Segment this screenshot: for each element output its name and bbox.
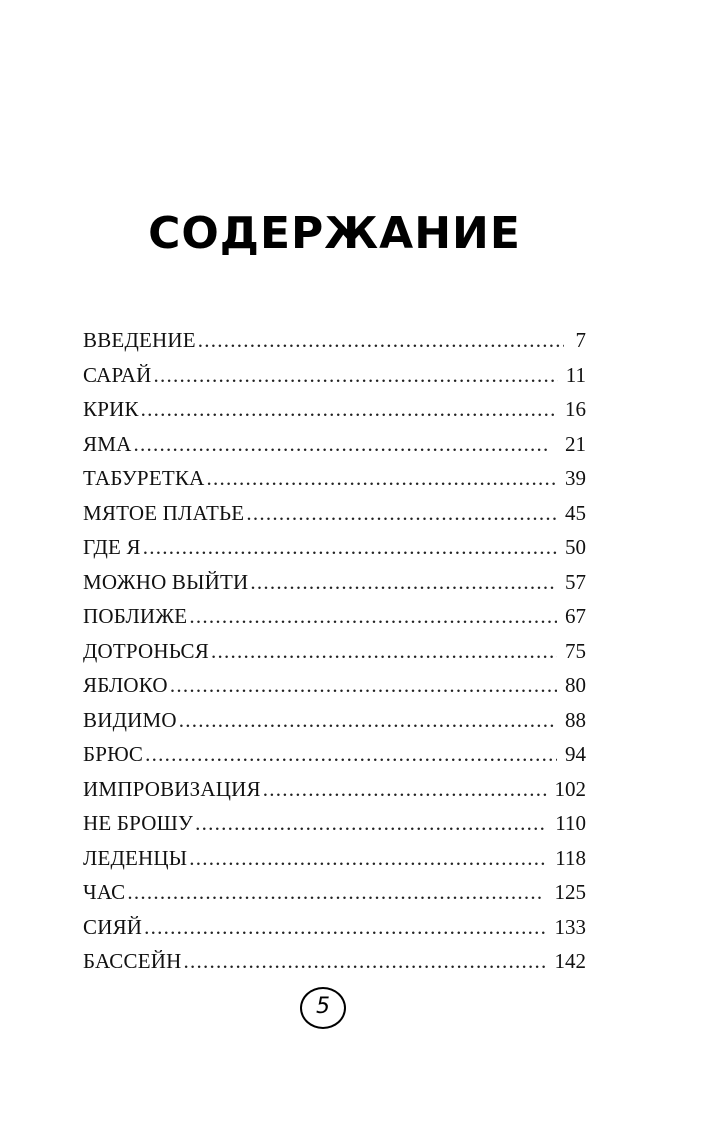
toc-entry[interactable] [83, 806, 586, 841]
toc-dot-leader [246, 496, 557, 531]
page-number-badge: 5 [300, 987, 346, 1029]
toc-entry-page: 75 [565, 638, 586, 663]
toc-entry[interactable] [83, 565, 586, 600]
toc-entry[interactable] [83, 668, 586, 703]
toc-entry-page: 21 [565, 431, 586, 456]
toc-entry-title: НЕ БРОШУ [83, 811, 194, 835]
toc-entry-title: МОЖНО ВЫЙТИ [83, 569, 249, 594]
page-title: СОДЕРЖАНИЕ [148, 208, 521, 259]
toc-entry[interactable] [83, 910, 586, 945]
toc-entry-page: 7 [575, 328, 586, 352]
toc-dot-leader [189, 841, 547, 876]
toc-dot-leader [183, 944, 546, 979]
toc-entry-title: ВВЕДЕНИЕ [83, 328, 196, 352]
toc-entry-title: БАССЕЙН [83, 949, 182, 973]
toc-entry-page: 67 [565, 604, 586, 628]
toc-entry-page: 50 [565, 535, 586, 559]
toc-dot-leader [206, 461, 557, 496]
toc-entry-title: ЧАС [83, 880, 126, 904]
toc-entry-title: МЯТОЕ ПЛАТЬЕ [83, 500, 245, 525]
toc-dot-leader [127, 875, 546, 910]
toc-dot-leader [198, 323, 564, 358]
toc-dot-leader [189, 599, 557, 634]
toc-dot-leader [144, 910, 546, 945]
toc-entry-page: 16 [565, 397, 586, 421]
toc-entry-page: 110 [555, 811, 586, 835]
toc-entry-page: 142 [554, 949, 586, 973]
toc-dot-leader [179, 703, 557, 738]
toc-entry[interactable] [83, 530, 586, 565]
toc-dot-leader [143, 530, 557, 565]
toc-entry-title: СИЯЙ [83, 914, 143, 939]
toc-entry-page: 94 [565, 742, 586, 766]
toc-entry[interactable] [83, 496, 586, 531]
toc-entry[interactable] [83, 358, 586, 393]
toc-entry[interactable] [83, 703, 586, 738]
toc-entry[interactable] [83, 634, 586, 669]
toc-entry-page: 102 [554, 776, 586, 801]
toc-entry-title: ПОБЛИЖЕ [83, 604, 188, 628]
toc-dot-leader [250, 565, 557, 600]
toc-entry[interactable] [83, 392, 586, 427]
toc-entry-title: ДОТРОНЬСЯ [83, 638, 209, 663]
toc-dot-leader [153, 358, 557, 393]
toc-entry-page: 45 [565, 500, 586, 525]
toc-entry-title: ЯМА [83, 431, 132, 456]
toc-dot-leader [170, 668, 557, 703]
toc-entry-title: ИМПРОВИЗАЦИЯ [83, 776, 261, 801]
toc-entry[interactable] [83, 427, 586, 462]
toc-entry-page: 118 [555, 845, 586, 870]
toc-dot-leader [195, 806, 547, 841]
toc-entry[interactable] [83, 323, 586, 358]
toc-entry-page: 39 [565, 466, 586, 490]
toc-entry-page: 133 [554, 914, 586, 939]
toc-entry-title: БРЮС [83, 742, 144, 766]
toc-entry[interactable] [83, 875, 586, 910]
table-of-contents [83, 323, 586, 979]
toc-entry-title: ВИДИМО [83, 707, 177, 732]
toc-entry-page: 125 [554, 880, 586, 904]
toc-entry[interactable] [83, 772, 586, 807]
toc-entry[interactable] [83, 599, 586, 634]
toc-entry-title: ГДЕ Я [83, 535, 141, 559]
toc-dot-leader [263, 772, 547, 807]
toc-dot-leader [211, 634, 557, 669]
toc-entry-title: ТАБУРЕТКА [83, 466, 205, 490]
toc-entry[interactable] [83, 944, 586, 979]
toc-entry-title: ЛЕДЕНЦЫ [83, 845, 188, 870]
toc-entry-page: 88 [565, 707, 586, 732]
toc-dot-leader [133, 427, 557, 462]
toc-entry[interactable] [83, 841, 586, 876]
toc-entry-title: ЯБЛОКО [83, 673, 168, 697]
toc-dot-leader [141, 392, 557, 427]
toc-entry[interactable] [83, 737, 586, 772]
toc-entry-page: 57 [565, 569, 586, 594]
toc-entry[interactable] [83, 461, 586, 496]
toc-entry-title: САРАЙ [83, 362, 152, 387]
toc-entry-page: 80 [565, 673, 586, 697]
toc-dot-leader [145, 737, 557, 772]
toc-entry-title: КРИК [83, 397, 139, 421]
toc-entry-page: 11 [565, 362, 586, 387]
